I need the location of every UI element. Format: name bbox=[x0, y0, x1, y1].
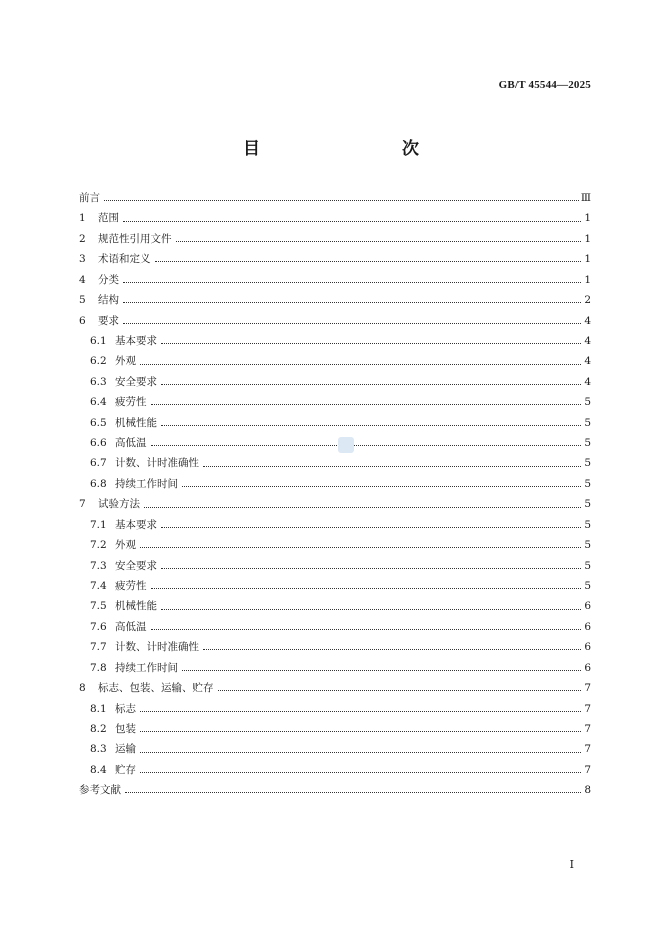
toc-entry-label: 贮存 bbox=[115, 763, 136, 776]
toc-entry-label: 参考文献 bbox=[79, 784, 121, 797]
toc-entry-label: 持续工作时间 bbox=[115, 477, 178, 490]
dot-leader bbox=[203, 465, 581, 467]
dot-leader bbox=[176, 240, 582, 242]
toc-entry-number: 7.8 bbox=[90, 661, 107, 674]
toc-entry-number: 1 bbox=[79, 212, 86, 225]
toc-entry-label: 基本要求 bbox=[115, 518, 157, 531]
toc-entry-label: 安全要求 bbox=[115, 559, 157, 572]
toc-entry-label: 结构 bbox=[98, 294, 119, 307]
toc-entry[interactable] bbox=[79, 413, 591, 433]
dot-leader bbox=[151, 628, 582, 630]
dot-leader bbox=[123, 301, 581, 303]
toc-entry-page: 5 bbox=[584, 437, 591, 450]
dot-leader bbox=[161, 526, 581, 528]
dot-leader bbox=[123, 322, 581, 324]
toc-entry-number: 8 bbox=[79, 682, 86, 695]
toc-entry-page: 1 bbox=[584, 253, 591, 266]
toc-entry[interactable] bbox=[79, 719, 591, 739]
toc-entry-label: 基本要求 bbox=[115, 334, 157, 347]
toc-entry-number: 6.6 bbox=[90, 437, 107, 450]
toc-entry-number: 7 bbox=[79, 498, 86, 511]
toc-entry-number: 8.4 bbox=[90, 763, 107, 776]
toc-entry-number: 8.2 bbox=[90, 722, 107, 735]
toc-entry-page: 4 bbox=[584, 314, 591, 327]
dot-leader bbox=[161, 424, 581, 426]
page-number: Ⅰ bbox=[569, 858, 574, 871]
toc-entry[interactable] bbox=[79, 637, 591, 657]
toc-entry-number: 6.7 bbox=[90, 457, 107, 470]
toc-entry-page: 1 bbox=[584, 273, 591, 286]
toc-entry-label: 术语和定义 bbox=[98, 253, 151, 266]
toc-entry[interactable] bbox=[79, 515, 591, 535]
dot-leader bbox=[123, 281, 581, 283]
toc-entry-page: 5 bbox=[584, 457, 591, 470]
toc-entry-page: 7 bbox=[584, 702, 591, 715]
toc-entry-number: 6 bbox=[79, 314, 86, 327]
toc-entry-number: 7.4 bbox=[90, 580, 107, 593]
toc-entry-page: 4 bbox=[584, 355, 591, 368]
toc-entry-number: 7.7 bbox=[90, 641, 107, 654]
toc-entry-label: 持续工作时间 bbox=[115, 661, 178, 674]
toc-entry-page: 7 bbox=[584, 682, 591, 695]
toc-entry-label: 标志 bbox=[115, 702, 136, 715]
toc-entry[interactable] bbox=[79, 780, 591, 800]
toc-entry-number: 8.1 bbox=[90, 702, 107, 715]
standard-number: GB/T 45544—2025 bbox=[498, 79, 591, 91]
toc-entry-page: 2 bbox=[584, 294, 591, 307]
page-title: 目 次 bbox=[243, 139, 455, 159]
toc-entry[interactable] bbox=[79, 351, 591, 371]
dot-leader bbox=[161, 567, 581, 569]
toc-entry[interactable] bbox=[79, 474, 591, 494]
toc-entry-label: 要求 bbox=[98, 314, 119, 327]
toc-entry[interactable] bbox=[79, 760, 591, 780]
toc-entry-label: 包装 bbox=[115, 722, 136, 735]
toc-entry[interactable] bbox=[79, 208, 591, 228]
dot-leader bbox=[140, 730, 581, 732]
dot-leader bbox=[151, 444, 582, 446]
toc-entry-page: 8 bbox=[584, 784, 591, 797]
toc-entry[interactable] bbox=[79, 372, 591, 392]
toc-entry[interactable] bbox=[79, 556, 591, 576]
toc-entry-number: 7.1 bbox=[90, 518, 107, 531]
toc-entry-number: 6.5 bbox=[90, 416, 107, 429]
toc-entry[interactable] bbox=[79, 249, 591, 269]
toc-entry-label: 前言 bbox=[79, 192, 100, 204]
toc-entry-number: 6.4 bbox=[90, 396, 107, 409]
toc-entry-number: 6.3 bbox=[90, 375, 107, 388]
toc-entry-page: 1 bbox=[584, 212, 591, 225]
toc-entry-number: 7.3 bbox=[90, 559, 107, 572]
toc-entry-label: 试验方法 bbox=[98, 498, 140, 511]
toc-entry-page: Ⅲ bbox=[580, 192, 591, 204]
toc-entry-page: 5 bbox=[584, 559, 591, 572]
toc-entry-label: 标志、包装、运输、贮存 bbox=[98, 682, 214, 695]
watermark-icon bbox=[338, 437, 354, 453]
toc-entry-page: 7 bbox=[584, 743, 591, 756]
toc-entry[interactable] bbox=[79, 392, 591, 412]
toc-entry-page: 6 bbox=[584, 600, 591, 613]
dot-leader bbox=[151, 587, 582, 589]
dot-leader bbox=[161, 383, 581, 385]
dot-leader bbox=[140, 363, 581, 365]
dot-leader bbox=[155, 260, 582, 262]
toc-entry-number: 3 bbox=[79, 253, 86, 266]
dot-leader bbox=[151, 403, 582, 405]
toc-entry-label: 机械性能 bbox=[115, 416, 157, 429]
toc-entry-label: 范围 bbox=[98, 212, 119, 225]
toc-entry-label: 高低温 bbox=[115, 437, 147, 450]
toc-entry-number: 2 bbox=[79, 232, 86, 245]
toc-entry-label: 安全要求 bbox=[115, 375, 157, 388]
toc-entry-page: 6 bbox=[584, 641, 591, 654]
toc-entry-page: 6 bbox=[584, 661, 591, 674]
toc-entry[interactable] bbox=[79, 739, 591, 759]
toc-entry-page: 4 bbox=[584, 375, 591, 388]
toc-entry[interactable] bbox=[79, 596, 591, 616]
toc-entry-label: 运输 bbox=[115, 743, 136, 756]
toc-entry[interactable] bbox=[79, 576, 591, 596]
toc-entry[interactable] bbox=[79, 331, 591, 351]
table-of-contents bbox=[79, 188, 591, 801]
toc-entry[interactable] bbox=[79, 311, 591, 331]
toc-entry[interactable] bbox=[79, 270, 591, 290]
dot-leader bbox=[140, 710, 581, 712]
toc-entry-page: 5 bbox=[584, 518, 591, 531]
toc-entry[interactable] bbox=[79, 535, 591, 555]
dot-leader bbox=[125, 791, 581, 793]
toc-entry-label: 外观 bbox=[115, 355, 136, 368]
toc-entry-number: 6.1 bbox=[90, 334, 107, 347]
toc-entry[interactable] bbox=[79, 494, 591, 514]
dot-leader bbox=[144, 506, 581, 508]
toc-entry-page: 4 bbox=[584, 334, 591, 347]
toc-entry-label: 外观 bbox=[115, 539, 136, 552]
toc-entry-label: 机械性能 bbox=[115, 600, 157, 613]
toc-entry-label: 计数、计时准确性 bbox=[115, 641, 199, 654]
toc-entry-number: 6.8 bbox=[90, 477, 107, 490]
toc-entry-number: 7.5 bbox=[90, 600, 107, 613]
dot-leader bbox=[123, 220, 581, 222]
dot-leader bbox=[161, 342, 581, 344]
toc-entry[interactable] bbox=[79, 433, 591, 453]
toc-entry-page: 5 bbox=[584, 477, 591, 490]
toc-entry-number: 5 bbox=[79, 294, 86, 307]
toc-entry-page: 5 bbox=[584, 539, 591, 552]
toc-entry[interactable] bbox=[79, 699, 591, 719]
toc-entry-number: 8.3 bbox=[90, 743, 107, 756]
toc-entry-page: 5 bbox=[584, 580, 591, 593]
toc-entry-label: 分类 bbox=[98, 273, 119, 286]
dot-leader bbox=[161, 608, 581, 610]
dot-leader bbox=[140, 751, 581, 753]
toc-entry-page: 7 bbox=[584, 722, 591, 735]
toc-entry-number: 6.2 bbox=[90, 355, 107, 368]
dot-leader bbox=[182, 485, 581, 487]
toc-entry-page: 1 bbox=[584, 232, 591, 245]
toc-entry-label: 疲劳性 bbox=[115, 580, 147, 593]
toc-entry-label: 疲劳性 bbox=[115, 396, 147, 409]
toc-entry-page: 7 bbox=[584, 763, 591, 776]
toc-entry-number: 7.6 bbox=[90, 620, 107, 633]
toc-entry[interactable] bbox=[79, 229, 591, 249]
toc-entry[interactable] bbox=[79, 188, 591, 208]
toc-entry-number: 4 bbox=[79, 273, 86, 286]
toc-entry[interactable] bbox=[79, 617, 591, 637]
toc-entry[interactable] bbox=[79, 658, 591, 678]
toc-entry-label: 高低温 bbox=[115, 620, 147, 633]
toc-entry[interactable] bbox=[79, 290, 591, 310]
dot-leader bbox=[182, 669, 581, 671]
toc-entry-page: 5 bbox=[584, 498, 591, 511]
dot-leader bbox=[203, 648, 581, 650]
dot-leader bbox=[104, 199, 579, 201]
toc-entry-page: 5 bbox=[584, 396, 591, 409]
dot-leader bbox=[218, 689, 582, 691]
toc-entry[interactable] bbox=[79, 453, 591, 473]
toc-entry-label: 规范性引用文件 bbox=[98, 232, 172, 245]
toc-entry-label: 计数、计时准确性 bbox=[115, 457, 199, 470]
dot-leader bbox=[140, 546, 581, 548]
dot-leader bbox=[140, 771, 581, 773]
toc-entry-page: 6 bbox=[584, 620, 591, 633]
toc-entry-page: 5 bbox=[584, 416, 591, 429]
toc-entry[interactable] bbox=[79, 678, 591, 698]
toc-entry-number: 7.2 bbox=[90, 539, 107, 552]
